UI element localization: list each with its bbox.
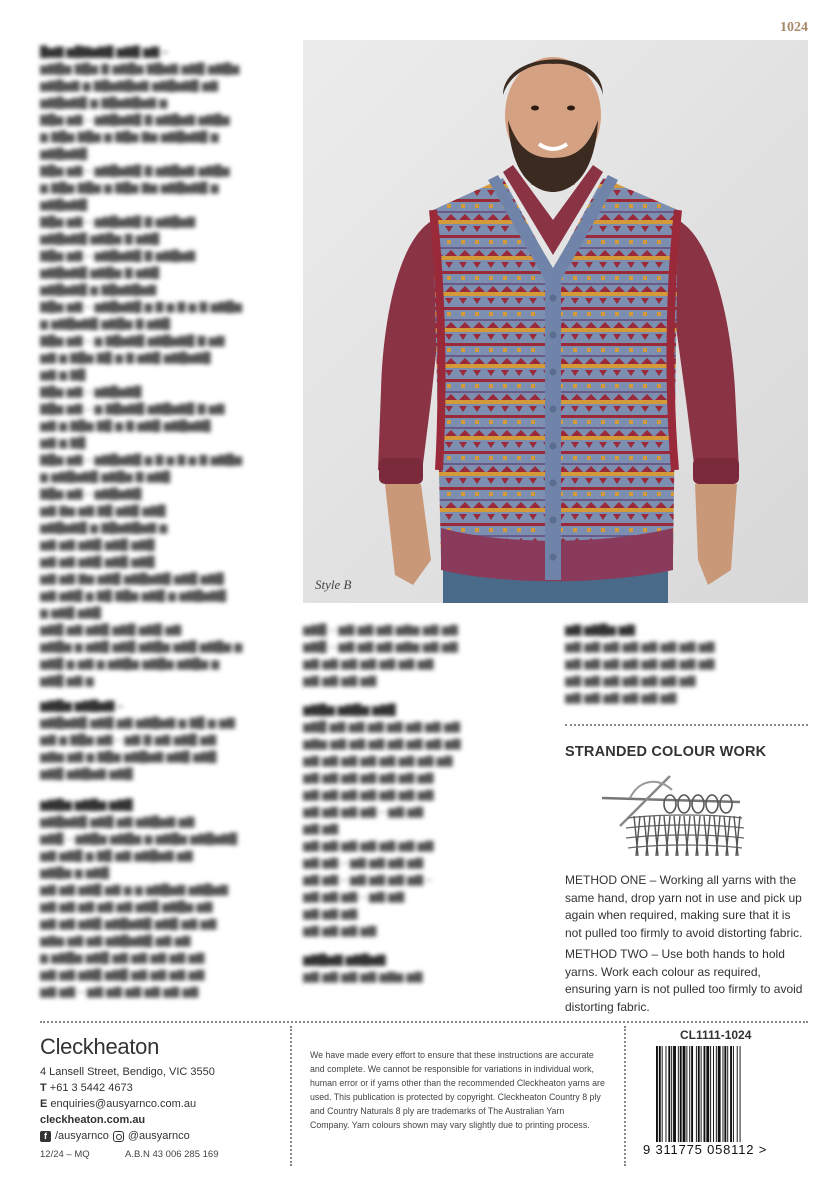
barcode-bar: [683, 1046, 686, 1142]
barcode-bar: [718, 1046, 721, 1142]
barcode-bar: [701, 1046, 702, 1142]
barcode-bar: [662, 1046, 663, 1142]
barcode-bar: [666, 1046, 667, 1142]
barcode-bar: [730, 1046, 732, 1142]
brand-logo: Cleckheaton: [40, 1034, 159, 1059]
barcode-bar: [659, 1046, 661, 1142]
address: 4 Lansell Street, Bendigo, VIC 3550: [40, 1066, 215, 1078]
instagram-handle[interactable]: @ausyarnco: [127, 1130, 190, 1142]
email-link[interactable]: enquiries@ausyarnco.com.au: [50, 1098, 197, 1110]
barcode-bar: [724, 1046, 726, 1142]
abn-number: A.B.N 43 006 285 169: [125, 1149, 219, 1160]
barcode-bar: [733, 1046, 734, 1142]
phone-number: +61 3 5442 4673: [49, 1082, 133, 1094]
instructions-column-right: ▆▇ ▆▇█▆ ▆▇ ▆▇ ▆▇ ▆▇ ▆▇ ▆▇ ▆▇ ▆▇ ▆▇ ▆▇ ▆▇ ▆▇ ▆▇ ▆▇ ▆▇ ▆▇ ▆▇ ▆▇ ▆▇ ▆▇ ▆▇ ▆▇ ▆▇ ▆▇ ▆▇ ▆▇ ▆▇ ▆▇ ▆▇ ▆▇: [565, 624, 715, 704]
footer-divider: [40, 1021, 808, 1023]
phone-line: [40, 1081, 133, 1096]
facebook-icon: f: [40, 1131, 51, 1142]
barcode-bar: [710, 1046, 711, 1142]
barcode-bar: [668, 1046, 670, 1142]
barcode: [656, 1046, 796, 1150]
barcode-bar: [686, 1046, 687, 1142]
instagram-icon: [113, 1131, 124, 1142]
email-label: E: [40, 1098, 48, 1110]
stranded-colour-work-title: STRANDED COLOUR WORK: [565, 744, 767, 760]
barcode-bar: [727, 1046, 728, 1142]
barcode-bar: [678, 1046, 679, 1142]
photo-caption: Style B: [315, 577, 352, 592]
phone-label: T: [40, 1082, 47, 1094]
knitting-needles-illustration: [600, 768, 750, 860]
barcode-bar: [713, 1046, 714, 1142]
barcode-bar: [673, 1046, 676, 1142]
barcode-bar: [737, 1046, 738, 1142]
barcode-bar: [696, 1046, 697, 1142]
barcode-bar: [680, 1046, 682, 1142]
barcode-bar: [740, 1046, 741, 1142]
barcode-bar: [691, 1046, 693, 1142]
barcode-bar: [689, 1046, 690, 1142]
social-links: [40, 1130, 190, 1142]
footer-column-divider: [290, 1026, 292, 1166]
instructions-column-middle: ▆▇█ – ▆▇ ▆▇ ▆▇ ▆▇▆ ▆▇ ▆▇ ▆▇█ – ▆▇ ▆▇ ▆▇ ▆▇▆ ▆▇ ▆▇ ▆▇ ▆▇ ▆▇ ▆▇ ▆▇ ▆▇ ▆▇ ▆▇ ▆▇ ▆▇ ▆▇ ▆▇█▆ ▆▇█▆ ▆▇█ ▆▇█ ▆▇ ▆▇ ▆▇ ▆▇ ▆▇ ▆▇ ▆▇ ▆▇▆ ▆▇ ▆▇ ▆▇ ▆▇ ▆▇ ▆▇ ▆▇ ▆▇ ▆▇ ▆▇ ▆▇ ▆▇ ▆▇ ▆▇ ▆▇ ▆▇ ▆▇ ▆▇ ▆▇ ▆▇ ▆▇ ▆▇ ▆▇ ▆▇ ▆▇ ▆▇ ▆▇ ▆▇ ▆▇ ▆▇ ▆▇ ▆▇ ▆▇ – ▆▇ ▆▇ ▆▇ ▆▇ ▆▇ ▆▇ ▆▇ ▆▇ ▆▇ ▆▇ ▆▇ ▆▇ ▆▇ – ▆▇ ▆▇ ▆▇ ▆▇ ▆▇ ▆▇ – ▆▇ ▆▇ ▆▇ ▆▇ – ▆▇ ▆▇ ▆▇ – ▆▇ ▆▇ ▆▇ ▆▇ ▆▇ ▆▇ ▆▇ ▆▇ ▆▇ ▆▇█▆▇ ▆▇█▆▇ ▆▇ ▆▇ ▆▇ ▆▇ ▆▇▆ ▆▇: [303, 624, 461, 983]
barcode-bar: [723, 1046, 724, 1142]
barcode-bar: [716, 1046, 717, 1142]
barcode-bar: [698, 1046, 700, 1142]
instructions-column-left: █▆▇ ▆█▇▆▇█ ▆▇█ ▆▇ – ▆▇█▆ ▇█▆ ▇ ▆▇█▆ ▇█▆▇ ▆▇█ ▆▇█▆ ▆▇█▆▇ ▆ ▇█▆▇█▆▇ ▆▇█▆▇█ ▆▇ ▆▇█▆▇█ ▆ ▇█▆▇█▆▇ ▆ ▇█▆ ▆▇ – ▆▇█▆▇█ ▇ ▆▇█▆▇ ▆▇█▆ ▆ ▇█▆ ▇█▆ ▆ ▇█▆ ▇▆ ▆▇█▆▇█ ▆ ▆▇█▆▇█ ▇█▆ ▆▇ – ▆▇█▆▇█ ▇ ▆▇█▆▇ ▆▇█▆ ▆ ▇█▆ ▇█▆ ▆ ▇█▆ ▇▆ ▆▇█▆▇█ ▆ ▆▇█▆▇█ ▇█▆ ▆▇ – ▆▇█▆▇█ ▇ ▆▇█▆▇ ▆▇█▆▇█ ▆▇█▆ ▇ ▆▇█ ▇█▆ ▆▇ – ▆▇█▆▇█ ▇ ▆▇█▆▇ ▆▇█▆▇█ ▆▇█▆ ▇ ▆▇█ ▆▇█▆▇█ ▆ ▇█▆▇█▆▇ ▇█▆ ▆▇ – ▆▇█▆▇█ ▆ ▇ ▆ ▇ ▆ ▇ ▆▇█▆ ▆ ▆▇█▆▇█ ▆▇█▆ ▇ ▆▇█ ▇█▆ ▆▇ – ▆ ▇█▆▇█ ▆▇█▆▇█ ▇ ▆▇ ▆▇ ▆ ▇█▆ ▇█ ▆ ▇ ▆▇█ ▆▇█▆▇█ ▆▇ ▆ ▇█ ▇█▆ ▆▇ – ▆▇█▆▇█ ▇█▆ ▆▇ – ▆ ▇█▆▇█ ▆▇█▆▇█ ▇ ▆▇ ▆▇ ▆ ▇█▆ ▇█ ▆ ▇ ▆▇█ ▆▇█▆▇█ ▆▇ ▆ ▇█ ▇█▆ ▆▇ – ▆▇█▆▇█ ▆ ▇ ▆ ▇ ▆ ▇ ▆▇█▆ ▆ ▆▇█▆▇█ ▆▇█▆ ▇ ▆▇█ ▇█▆ ▆▇ – ▆▇█▆▇█ ▆▇ ▇▆ ▆▇ ▇█ ▆▇█ ▆▇█ ▆▇█▆▇█ ▆ ▇█▆▇█▆▇ ▆ ▆▇ ▆▇ ▆▇█ ▆▇█ ▆▇█ ▆▇ ▆▇ ▆▇█ ▆▇█ ▆▇█ ▆▇ ▆▇ ▇▆ ▆▇█ ▆▇█▆▇█ ▆▇█ ▆▇█ ▆▇ ▆▇█ ▆ ▇█ ▇█▆ ▆▇█ ▆ ▆▇█▆▇█ ▆ ▆▇█ ▆▇█ ▆▇█ ▆▇ ▆▇█ ▆▇█ ▆▇█ ▆▇ ▆▇█▆ ▆ ▆▇█ ▆▇█ ▆▇█▆ ▆▇█ ▆▇█▆ ▆ ▆▇█ ▆ ▆▇ ▆ ▆▇█▆ ▆▇█▆ ▆▇█▆ ▆ ▆▇█ ▆▇ ▆ ▆▇█▆ ▆▇█▆▇ – ▆▇█▆▇█ ▆▇█ ▆▇ ▆▇█▆▇ ▆ ▇█ ▆ ▆▇ ▆▇ ▆ ▇█▆ ▆▇ – ▆▇ ▇ ▆▇ ▆▇█ ▆▇ ▆▇▆ ▆▇ ▆ ▇█▆ ▆▇█▆▇ ▆▇█ ▆▇█ ▆▇█ ▆▇█▆▇ ▆▇█ ▆▇█▆ ▆▇█▆ ▆▇█ ▆▇█▆▇█ ▆▇█ ▆▇ ▆▇█▆▇ ▆▇ ▆▇█ – ▆▇█▆ ▆▇█▆ ▆ ▆▇█▆ ▆▇█▆▇█ ▆▇ ▆▇█ ▆ ▇█ ▆▇ ▆▇█▆▇ ▆▇ ▆▇█▆ ▆ ▆▇█ ▆▇ ▆▇ ▆▇█ ▆▇ ▆ ▆ ▆▇█▆▇ ▆▇█▆▇ ▆▇ ▆▇ ▆▇ ▆▇ ▆▇ ▆▇█ ▆▇█▆ ▆▇ ▆▇ ▆▇ ▆▇█ ▆▇█▆▇█ ▆▇█ ▆▇ ▆▇ ▆▇▆ ▆▇ ▆▇ ▆▇█▆▇█ ▆▇ ▆▇ ▆ ▆▇█▆ ▆▇█ ▆▇ ▆▇ ▆▇ ▆▇ ▆▇ ▆▇ ▆▇ ▆▇█ ▆▇█ ▆▇ ▆▇ ▆▇ ▆▇ ▆▇ ▆▇ – ▆▇ ▆▇ ▆▇ ▆▇ ▆▇ ▆▇: [40, 46, 243, 998]
barcode-bar: [656, 1046, 658, 1142]
model-wearing-vest-illustration: [303, 40, 808, 603]
barcode-bar: [704, 1046, 706, 1142]
website-link[interactable]: cleckheaton.com.au: [40, 1114, 146, 1126]
facebook-handle[interactable]: /ausyarnco: [55, 1130, 109, 1142]
barcode-digits: 9 311775 058112 >: [643, 1142, 768, 1157]
date-code: 12/24 – MQ: [40, 1149, 90, 1160]
model-photo: [303, 40, 808, 603]
disclaimer-text: We have made every effort to ensure that these instructions are accurate and complete. We cannot be responsible for variations in individual work, human error or if yarns other than the recommended Cleckheaton yarns are used. This publication is protected by copyright. Cleckheaton Country 8 ply and Country Naturals 8 ply are trademarks of The Australian Yarn Company. Yarn colours shown may vary slightly due to printing process.: [310, 1050, 605, 1130]
page-number: 1024: [780, 20, 808, 35]
email-line: [40, 1097, 196, 1112]
footer-column-divider: [624, 1026, 626, 1166]
section-divider: [565, 724, 808, 726]
method-two-text: METHOD TWO – Use both hands to hold yarns. Work each colour as required, ensuring yarn is not pulled too firmly to avoid distorting fabric.: [565, 947, 803, 1014]
barcode-bar: [706, 1046, 709, 1142]
product-code: CL1111-1024: [680, 1028, 752, 1042]
method-one-text: METHOD ONE – Working all yarns with the same hand, drop yarn not in use and pick up again when required, making sure that it is not pulled too firmly to avoid distorting fabric.: [565, 873, 803, 940]
barcode-bar: [671, 1046, 672, 1142]
